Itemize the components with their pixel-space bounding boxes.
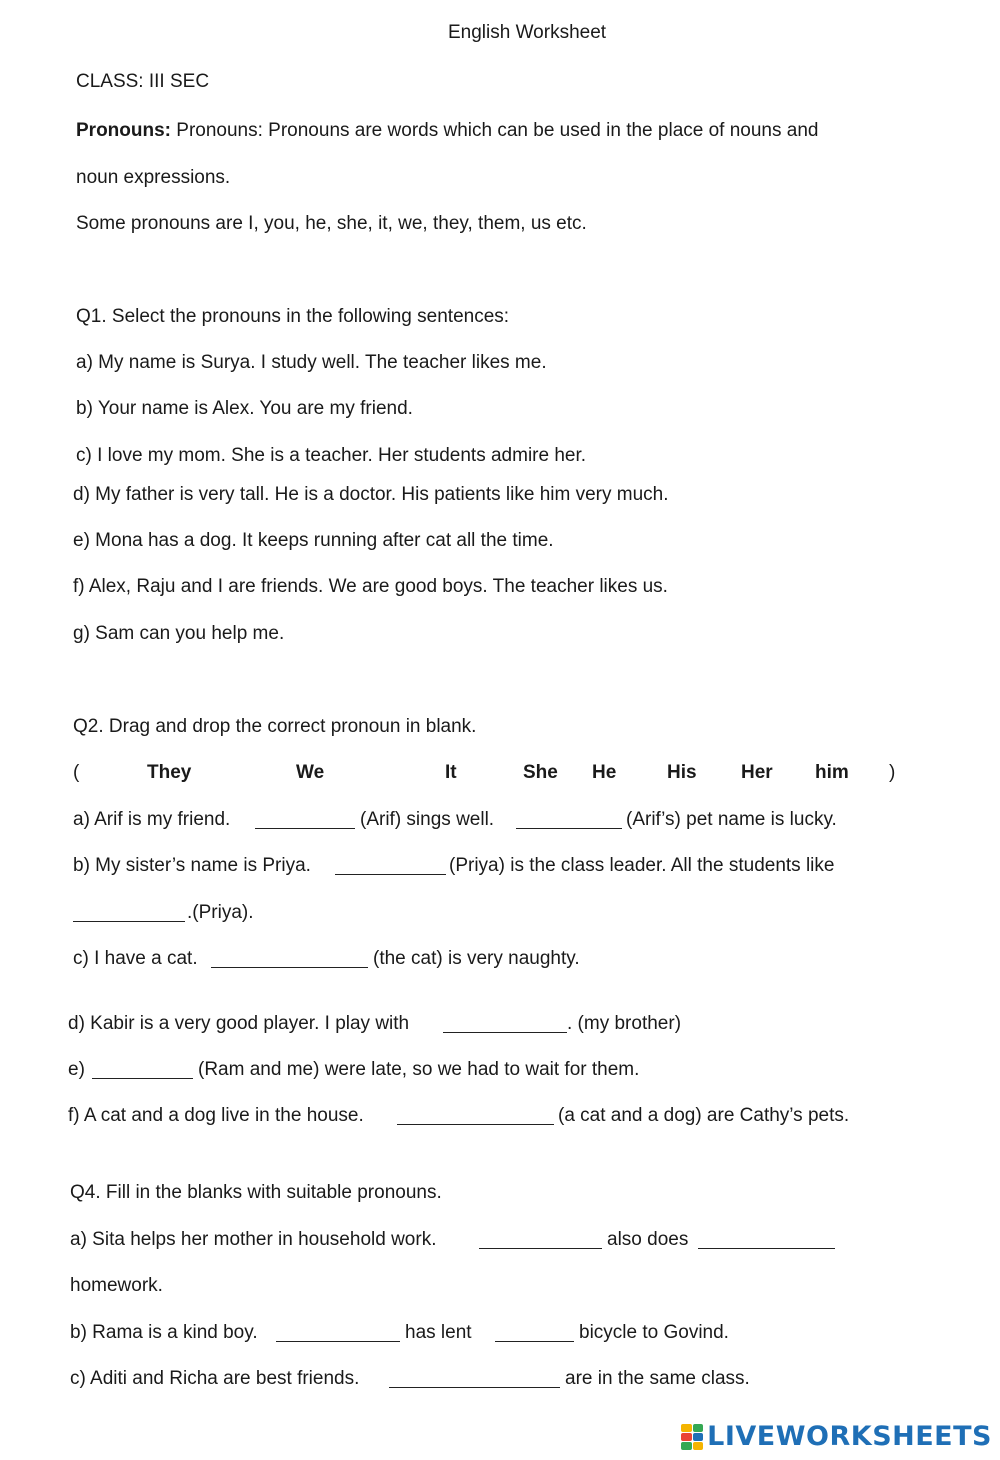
q2-c-blank[interactable] xyxy=(211,967,368,968)
class-label: CLASS: III SEC xyxy=(76,71,210,92)
q4-a-blank-1[interactable] xyxy=(479,1248,602,1249)
q2-e-text-2: (Ram and me) were late, so we had to wait for them. xyxy=(198,1059,640,1080)
q2-f-text-2: (a cat and a dog) are Cathy’s pets. xyxy=(558,1105,850,1126)
word-bank-her[interactable]: Her xyxy=(741,762,773,783)
word-bank-he[interactable]: He xyxy=(592,762,617,783)
intro-line-1 xyxy=(76,121,818,140)
q4-c-blank[interactable] xyxy=(389,1387,560,1388)
q2-d-text-1: d) Kabir is a very good player. I play with xyxy=(68,1013,410,1034)
word-bank-his[interactable]: His xyxy=(667,762,697,783)
q2-a-text-3: (Arif’s) pet name is lucky. xyxy=(626,809,837,830)
q2-f-text-1: f) A cat and a dog live in the house. xyxy=(68,1105,364,1126)
q2-c-text-1: c) I have a cat. xyxy=(73,948,198,969)
q2-b-text-1: b) My sister’s name is Priya. xyxy=(73,855,311,876)
q4-prompt: Q4. Fill in the blanks with suitable pronouns. xyxy=(70,1182,442,1203)
q4-b-text-1: b) Rama is a kind boy. xyxy=(70,1322,258,1343)
q4-b-text-2: has lent xyxy=(405,1322,472,1343)
intro-examples: Some pronouns are I, you, he, she, it, we, they, them, us etc. xyxy=(76,213,587,234)
q2-a-blank-2[interactable] xyxy=(516,828,622,829)
q1-item-f[interactable]: f) Alex, Raju and I are friends. We are good boys. The teacher likes us. xyxy=(73,576,668,597)
q1-item-g[interactable]: g) Sam can you help me. xyxy=(73,623,285,644)
q1-item-a[interactable]: a) My name is Surya. I study well. The teacher likes me. xyxy=(76,352,547,373)
q2-f-blank[interactable] xyxy=(397,1124,554,1125)
q2-a-text-1: a) Arif is my friend. xyxy=(73,809,231,830)
intro-line-2: noun expressions. xyxy=(76,167,231,188)
q2-d-blank[interactable] xyxy=(443,1032,567,1033)
q4-b-blank-1[interactable] xyxy=(276,1341,400,1342)
pronouns-term: Pronouns: xyxy=(76,120,171,141)
q4-a-blank-2[interactable] xyxy=(698,1248,835,1249)
word-bank-him[interactable]: him xyxy=(815,762,849,783)
q4-a-text-3: homework. xyxy=(70,1275,163,1296)
q2-e-blank[interactable] xyxy=(92,1078,193,1079)
liveworksheets-logo[interactable] xyxy=(681,1421,992,1452)
q4-b-blank-2[interactable] xyxy=(495,1341,574,1342)
q4-c-text-2: are in the same class. xyxy=(565,1368,750,1389)
q2-prompt: Q2. Drag and drop the correct pronoun in blank. xyxy=(73,716,477,737)
word-bank-they[interactable]: They xyxy=(147,762,192,783)
q2-a-text-2: (Arif) sings well. xyxy=(360,809,495,830)
q2-c-text-2: (the cat) is very naughty. xyxy=(373,948,580,969)
q2-b-text-2: (Priya) is the class leader. All the students like xyxy=(449,855,835,876)
q2-b-blank-1[interactable] xyxy=(335,874,446,875)
liveworksheets-logo-icon xyxy=(681,1424,703,1450)
q1-prompt: Q1. Select the pronouns in the following sentences: xyxy=(76,306,510,327)
q2-d-text-2: . (my brother) xyxy=(567,1013,682,1034)
word-bank-she[interactable]: She xyxy=(523,762,558,783)
q1-item-e[interactable]: e) Mona has a dog. It keeps running after cat all the time. xyxy=(73,530,554,551)
q1-item-d[interactable]: d) My father is very tall. He is a doctor. His patients like him very much. xyxy=(73,484,669,505)
q1-item-c[interactable]: c) I love my mom. She is a teacher. Her students admire her. xyxy=(76,445,587,466)
q2-e-text-1: e) xyxy=(68,1059,85,1080)
intro-definition: Pronouns: Pronouns are words which can be used in the place of nouns and xyxy=(176,120,819,141)
q4-a-text-2: also does xyxy=(607,1229,689,1250)
q4-b-text-3: bicycle to Govind. xyxy=(579,1322,729,1343)
liveworksheets-logo-text: LIVEWORKSHEETS xyxy=(707,1421,992,1452)
word-bank-we[interactable]: We xyxy=(296,762,325,783)
word-bank-close-paren: ) xyxy=(889,762,896,783)
word-bank-open-paren: ( xyxy=(73,762,80,783)
word-bank-it[interactable]: It xyxy=(445,762,457,783)
q1-item-b[interactable]: b) Your name is Alex. You are my friend. xyxy=(76,398,413,419)
q4-a-text-1: a) Sita helps her mother in household work. xyxy=(70,1229,437,1250)
q2-b-text-3: .(Priya). xyxy=(187,902,254,923)
q2-a-blank-1[interactable] xyxy=(255,828,355,829)
q2-b-blank-2[interactable] xyxy=(73,921,185,922)
worksheet-title: English Worksheet xyxy=(448,22,607,43)
q4-c-text-1: c) Aditi and Richa are best friends. xyxy=(70,1368,360,1389)
